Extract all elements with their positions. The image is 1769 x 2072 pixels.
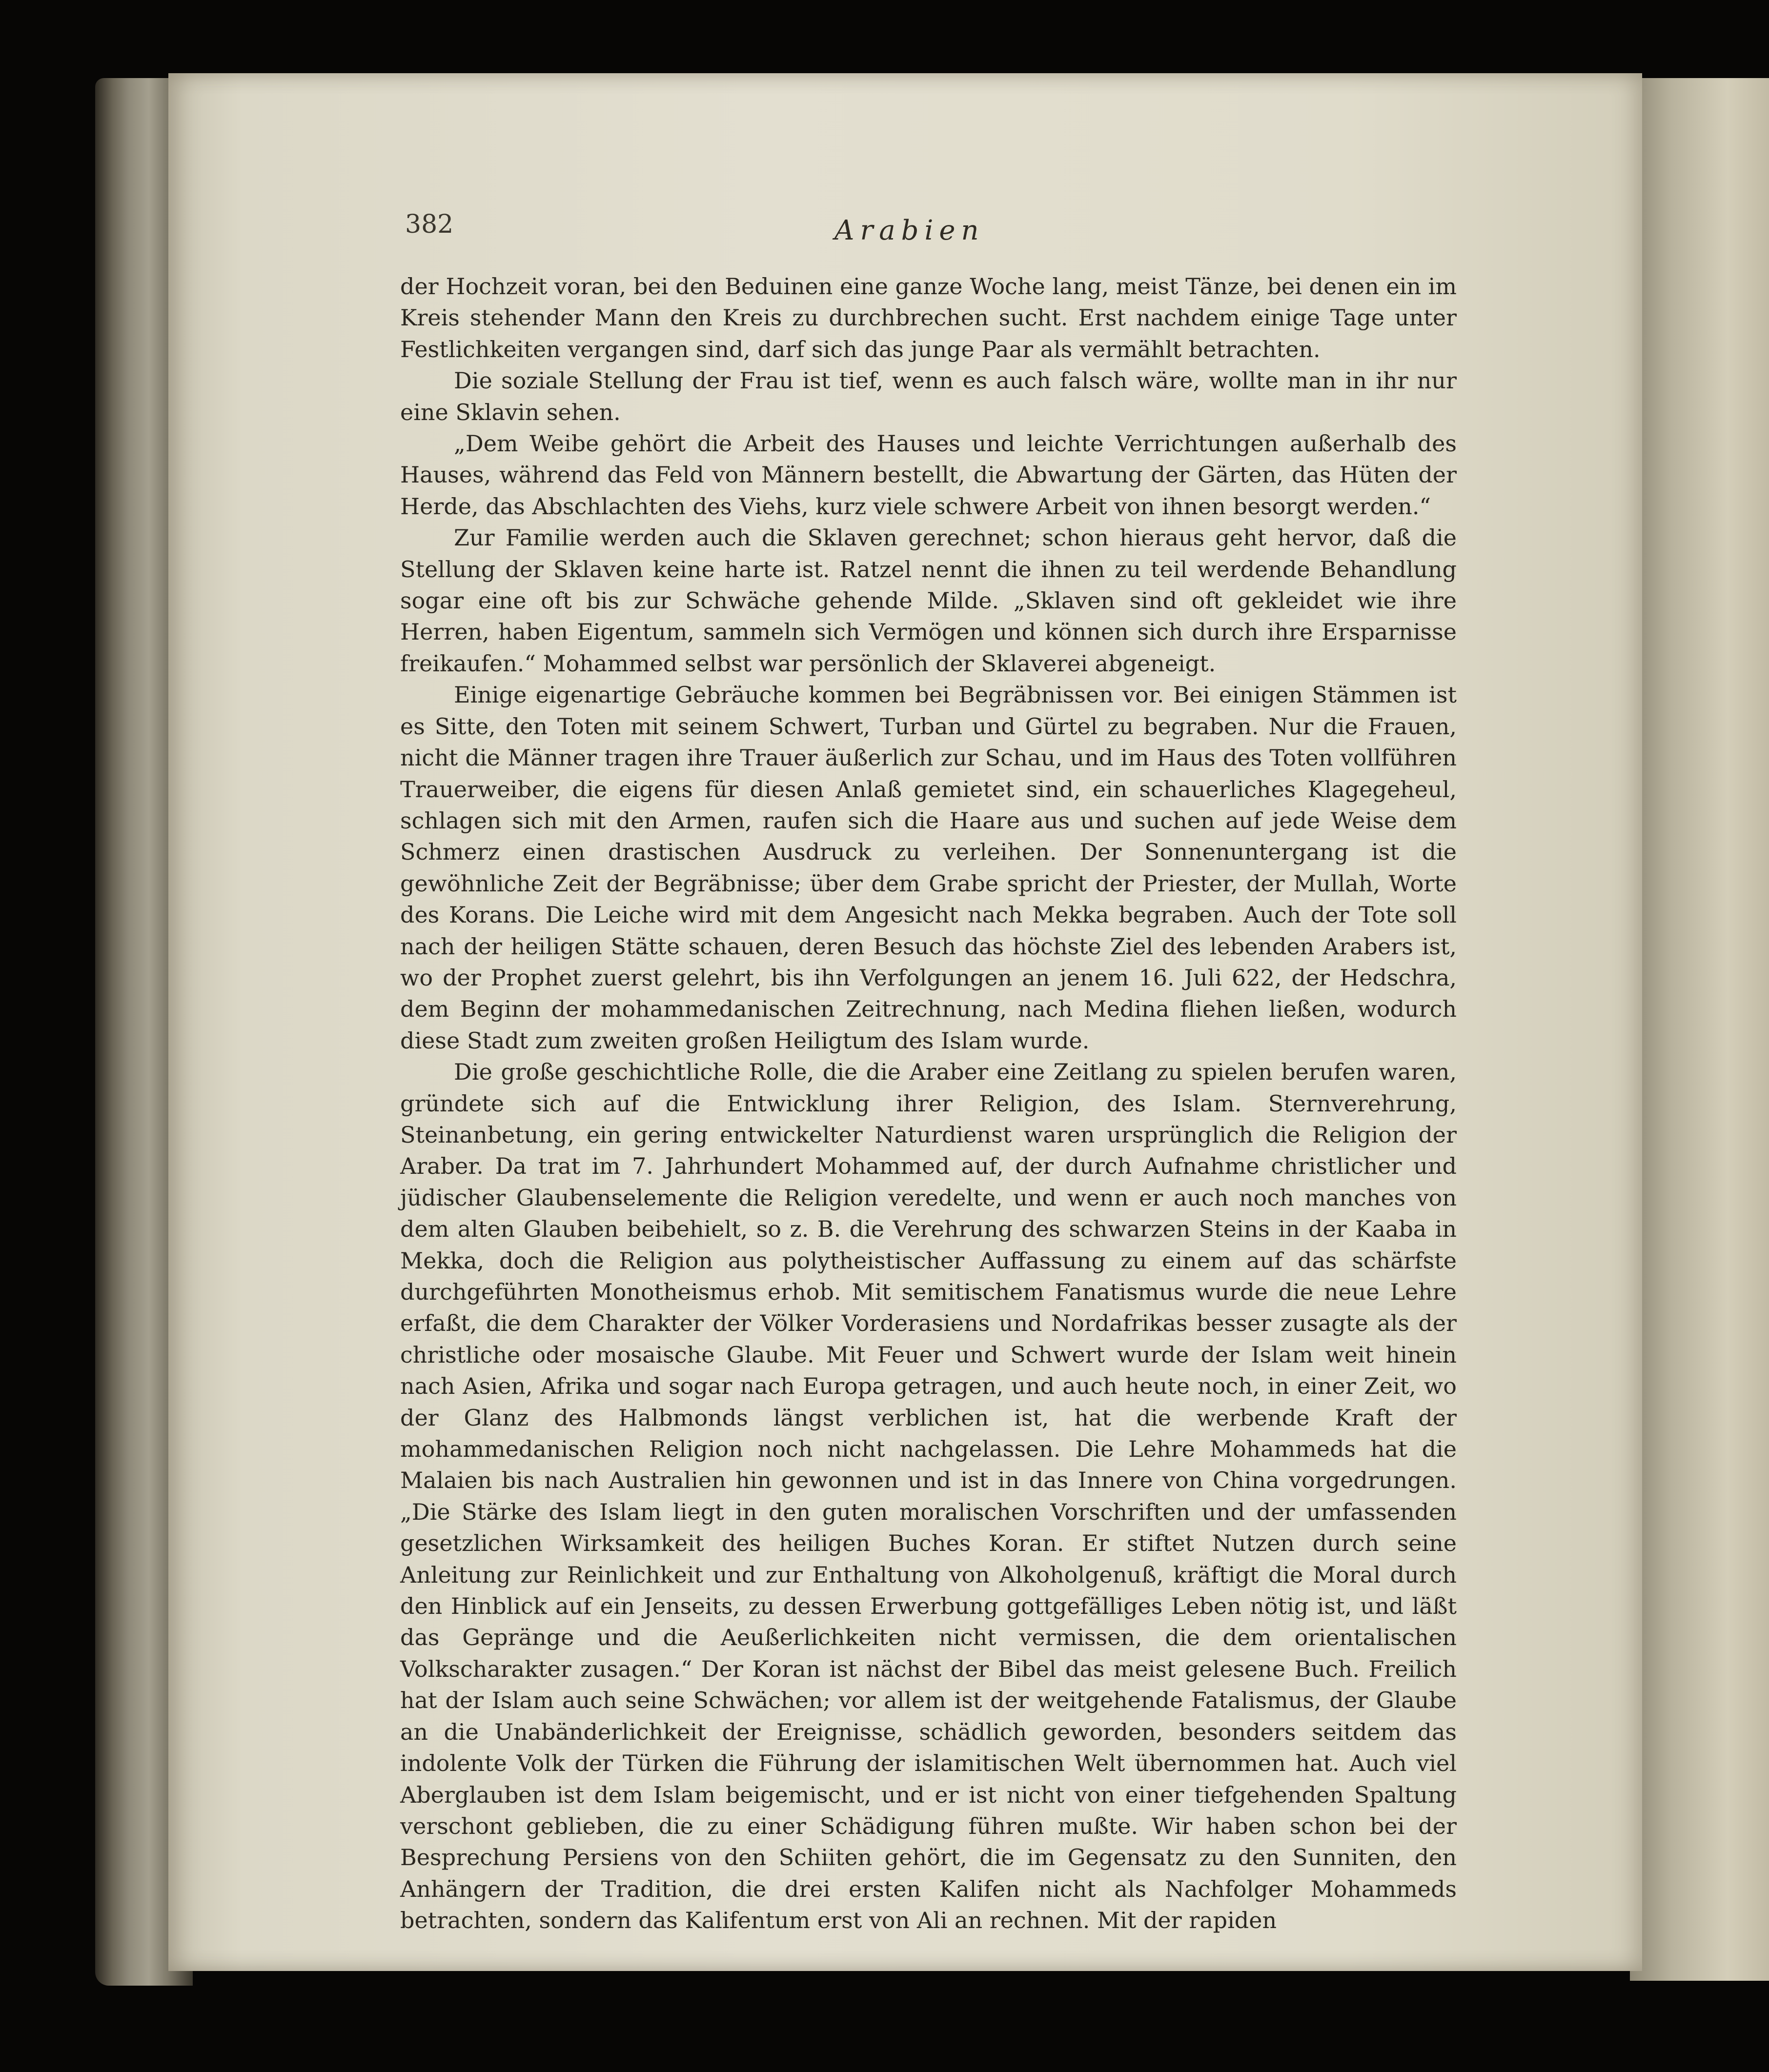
paragraph: Die soziale Stellung der Frau ist tief, wenn es auch falsch wäre, wollte man in ihr nur eine Sklavin sehen.: [400, 367, 1457, 425]
paragraph: Zur Familie werden auch die Sklaven gerechnet; schon hieraus geht hervor, daß die Stellung der Sklaven keine harte ist. Ratzel nennt die ihnen zu teil werdende Behandlung sogar eine oft bis zur Schwäche gehende Milde. „Sklaven sind oft gekleidet wie ihre Herren, haben Eigentum, sammeln sich Vermögen und können sich durch ihre Ersparnisse freikaufen.“ Mohammed selbst war persönlich der Sklaverei abgeneigt.: [400, 524, 1457, 677]
paragraph: der Hochzeit voran, bei den Beduinen eine ganze Woche lang, meist Tänze, bei denen ein im Kreis stehender Mann den Kreis zu durchbrechen sucht. Erst nachdem einige Tage unter Festlichkeiten vergangen sind, darf sich das junge Paar als vermählt betrachten.: [400, 273, 1457, 362]
paragraph: Einige eigenartige Gebräuche kommen bei Begräbnissen vor. Bei einigen Stämmen ist es Sitte, den Toten mit seinem Schwert, Turban und Gürtel zu begraben. Nur die Frauen, nicht die Männer tragen ihre Trauer äußerlich zur Schau, und im Haus des Toten vollführen Trauerweiber, die eigens für diesen Anlaß gemietet sind, ein schauerliches Klagegeheul, schlagen sich mit den Armen, raufen sich die Haare aus und suchen auf jede Weise dem Schmerz einen drastischen Ausdruck zu verleihen. Der Sonnenuntergang ist die gewöhnliche Zeit der Begräbnisse; über dem Grabe spricht der Priester, der Mullah, Worte des Korans. Die Leiche wird mit dem Angesicht nach Mekka begraben. Auch der Tote soll nach der heiligen Stätte schauen, deren Besuch das höchste Ziel des lebenden Arabers ist, wo der Prophet zuerst gelehrt, bis ihn Verfolgungen an jenem 16. Juli 622, der Hedschra, dem Beginn der mohammedanischen Zeitrechnung, nach Medina fliehen ließen, wodurch diese Stadt zum zweiten großen Heiligtum des Islam wurde.: [400, 682, 1457, 1054]
page-number: 382: [405, 210, 454, 239]
running-head: Arabien: [834, 215, 985, 246]
facing-page-edge: [1630, 78, 1769, 1981]
paragraph: Die große geschichtliche Rolle, die die Araber eine Zeitlang zu spielen berufen waren, gründete sich auf die Entwicklung ihrer Religion, des Islam. Sternverehrung, Steinanbetung, ein gering entwickelter Naturdienst waren ursprünglich die Religion der Araber. Da trat im 7. Jahrhundert Mohammed auf, der durch Aufnahme christlicher und jüdischer Glaubenselemente die Religion veredelte, und wenn er auch noch manches von dem alten Glauben beibehielt, so z. B. die Verehrung des schwarzen Steins in der Kaaba in Mekka, doch die Religion aus polytheistischer Auffassung zu einem auf das schärfste durchgeführten Monotheismus erhob. Mit semitischem Fanatismus wurde die neue Lehre erfaßt, die dem Charakter der Völker Vorderasiens und Nordafrikas besser zusagte als der christliche oder mosaische Glaube. Mit Feuer und Schwert wurde der Islam weit hinein nach Asien, Afrika und sogar nach Europa getragen, und auch heute noch, in einer Zeit, wo der Glanz des Halbmonds längst verblichen ist, hat die werbende Kraft der mohammedanischen Religion noch nicht nachgelassen. Die Lehre Mohammeds hat die Malaien bis nach Australien hin gewonnen und ist in das Innere von China vorgedrungen. „Die Stärke des Islam liegt in den guten moralischen Vorschriften und der umfassenden gesetzlichen Wirksamkeit des heiligen Buches Koran. Er stiftet Nutzen durch seine Anleitung zur Reinlichkeit und zur Enthaltung von Alkoholgenuß, kräftigt die Moral durch den Hinblick auf ein Jenseits, zu dessen Erwerbung gottgefälliges Leben nötig ist, und läßt das Gepränge und die Aeußerlichkeiten nicht vermissen, die dem orientalischen Volkscharakter zusagen.“ Der Koran ist nächst der Bibel das meist gelesene Buch. Freilich hat der Islam auch seine Schwächen; vor allem ist der weitgehende Fatalismus, der Glaube an die Unabänderlichkeit der Ereignisse, schädlich geworden, besonders seitdem das indolente Volk der Türken die Führung der islamitischen Welt übernommen hat. Auch viel Aberglauben ist dem Islam beigemischt, und er ist nicht von einer tiefgehenden Spaltung verschont geblieben, die zu einer Schädigung führen mußte. Wir haben schon bei der Besprechung Persiens von den Schiiten gehört, die im Gegensatz zu den Sunniten, den Anhängern der Tradition, die drei ersten Kalifen nicht als Nachfolger Mohammeds betrachten, sondern das Kalifentum erst von Ali an rechnen. Mit der rapiden: [400, 1059, 1457, 1934]
quote-paragraph: „Dem Weibe gehört die Arbeit des Hauses und leichte Verrichtungen außerhalb des Hauses, während das Feld von Männern bestellt, die Abwartung der Gärten, das Hüten der Herde, das Abschlachten des Viehs, kurz viele schwere Arbeit von ihnen besorgt werden.“: [400, 430, 1457, 520]
body-text: [400, 271, 1457, 1936]
